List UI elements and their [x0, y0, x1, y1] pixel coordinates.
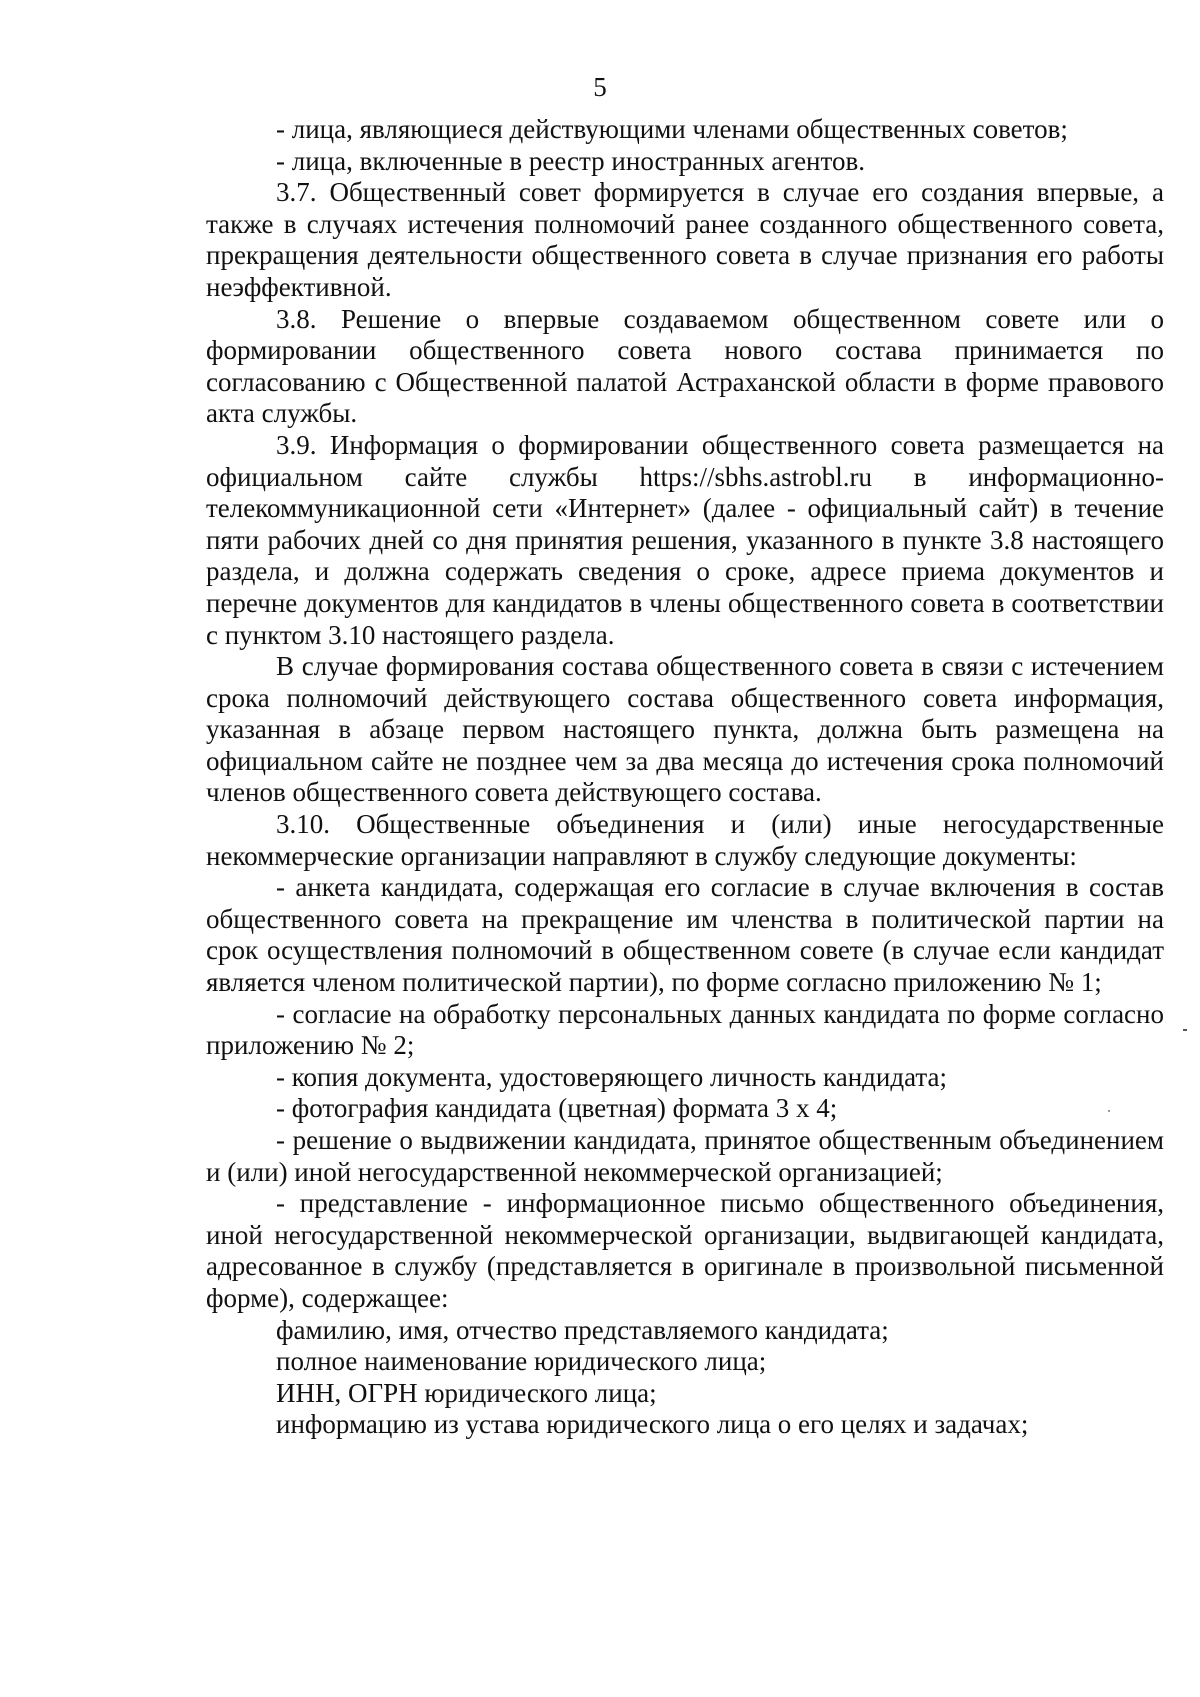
list-item: - копия документа, удостоверяющего личность кандидата; — [276, 1061, 947, 1092]
clause-3-10: 3.10. Общественные объединения и (или) иные негосударственные некоммерческие организации направляют в службу следующие документы: — [206, 809, 1164, 871]
scan-artifact — [1183, 1029, 1187, 1031]
list-item: - представление - информационное письмо общественного объединения, иной негосударственной некоммерческой организации, выдвигающей кандидата, адресованное в службу (представляется в оригинале в произвольной письменной форме), содержащее: — [206, 1188, 1164, 1313]
list-item: - согласие на обработку персональных данных кандидата по форме согласно приложению № 2; — [206, 998, 1164, 1061]
scan-artifact — [1108, 1110, 1110, 1112]
clause-3-7: 3.7. Общественный совет формируется в случае его создания впервые, а также в случаях истечения полномочий ранее созданного общественного совета, прекращения деятельности общественного совета в случае признания его работы неэффективной. — [206, 177, 1164, 302]
page-number: 5 — [593, 72, 607, 102]
clause-3-9: 3.9. Информация о формировании общественного совета размещается на официальном сайте службы https://sbhs.astrobl.ru в информационно-телекоммуникационной сети «Интернет» (далее - официальный сайт) в течение пяти рабочих дней со дня принятия решения, указанного в пункте 3.8 настоящего раздела, и должна содержать сведения о сроке, адресе приема документов и перечне документов для кандидатов в члены общественного совета в соответствии с пунктом 3.10 настоящего раздела. — [206, 429, 1164, 650]
document-body — [206, 114, 1164, 1441]
clause-3-8: 3.8. Решение о впервые создаваемом общественном совете или о формировании общественного совета нового состава принимается по согласованию с Общественной палатой Астраханской области в форме правового акта службы. — [206, 303, 1164, 429]
list-item: - лица, включенные в реестр иностранных агентов. — [276, 145, 865, 176]
sub-item: информацию из устава юридического лица о его целях и задачах; — [276, 1409, 1029, 1440]
list-item: - решение о выдвижении кандидата, принятое общественным объединением и (или) иной негосударственной некоммерческой организацией; — [206, 1125, 1164, 1187]
list-item: - анкета кандидата, содержащая его согласие в случае включения в состав общественного совета на прекращение им членства в политической партии на срок осуществления полномочий в общественном совете (в случае если кандидат является членом политической партии), по форме согласно приложению № 1; — [206, 872, 1164, 998]
sub-item: полное наименование юридического лица; — [276, 1346, 767, 1377]
paragraph: В случае формирования состава общественного совета в связи с истечением срока полномочий действующего состава общественного совета информация, указанная в абзаце первом настоящего пункта, должна быть размещена на официальном сайте не позднее чем за два месяца до истечения срока полномочий членов общественного совета действующего состава. — [206, 651, 1164, 808]
sub-item: фамилию, имя, отчество представляемого кандидата; — [276, 1314, 889, 1345]
list-item: - фотография кандидата (цветная) формата 3 х 4; — [276, 1093, 838, 1124]
list-item: - лица, являющиеся действующими членами общественных советов; — [276, 114, 1068, 144]
sub-item: ИНН, ОГРН юридического лица; — [276, 1377, 657, 1408]
